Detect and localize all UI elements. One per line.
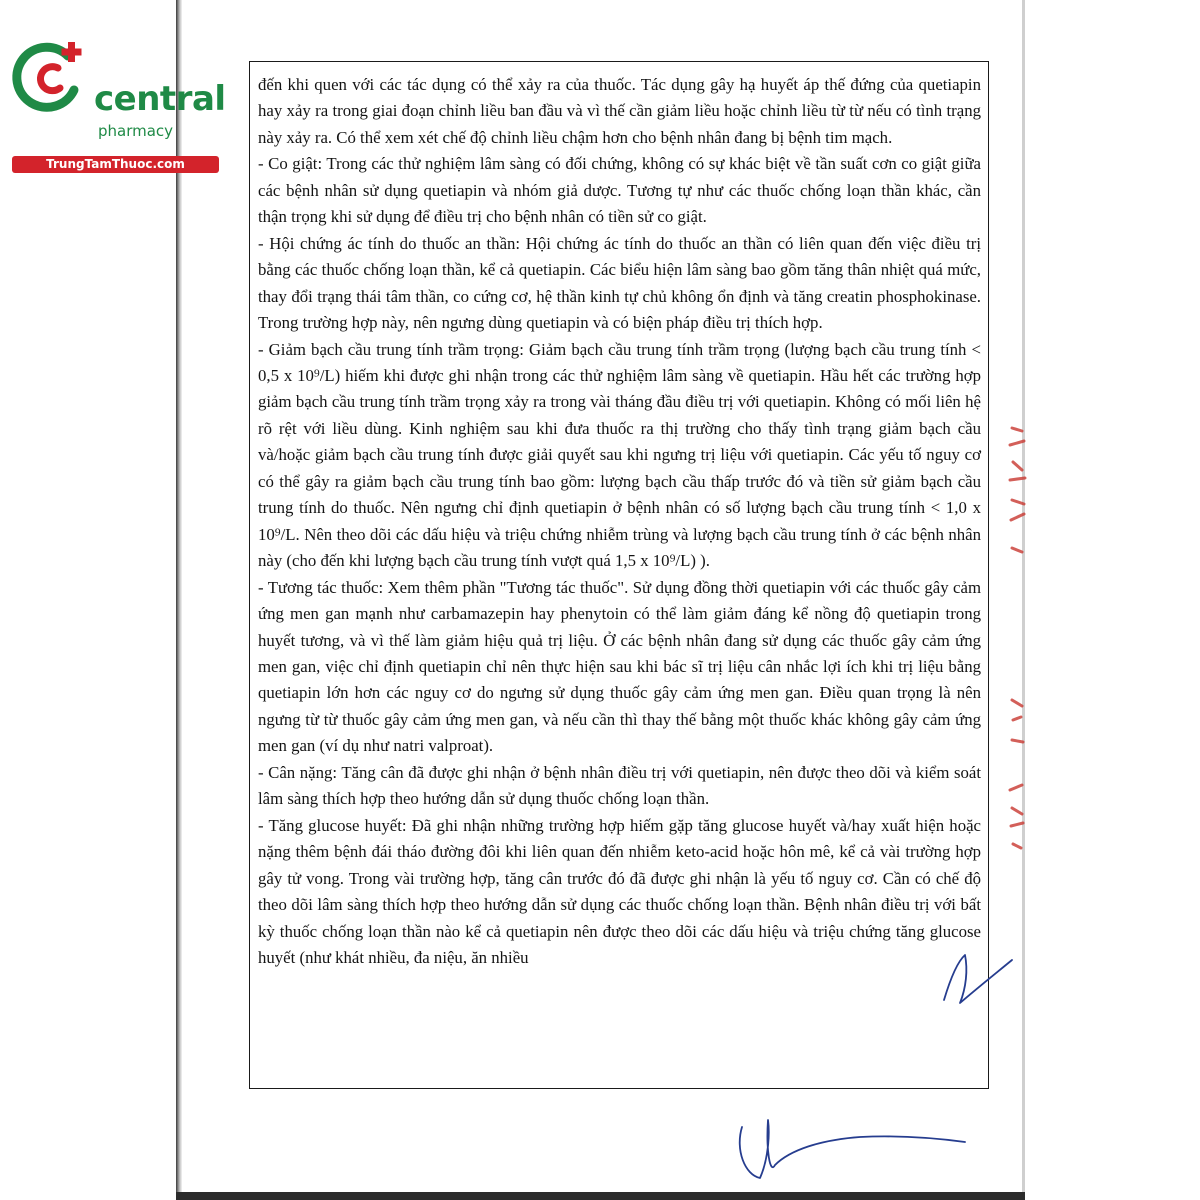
paragraph-drug-interactions: - Tương tác thuốc: Xem thêm phần "Tương tác thuốc". Sử dụng đồng thời quetiapin với các thuốc gây cảm ứng men gan mạnh như carbamazepin hay phenytoin có thể làm giảm đáng kể nồng độ quetiapin trong huyết tương, và vì thế làm giảm hiệu quả trị liệu. Ở các bệnh nhân đang sử dụng các thuốc gây cảm ứng men gan, việc chỉ định quetiapin chỉ nên thực hiện sau khi bác sĩ trị liệu cân nhắc lợi ích khi trị liệu bằng quetiapin lớn hơn các nguy cơ do ngưng sử dụng thuốc gây cảm ứng men gan. Điều quan trọng là nên ngưng từ từ thuốc gây cảm ứng men gan, và nếu cần thì thay thế bằng một thuốc khác không gây cảm ứng men gan (ví dụ như natri valproat).	[258, 577, 981, 756]
central-pharmacy-logo[interactable]	[10, 38, 226, 171]
paragraph-neuroleptic-malignant-syndrome: - Hội chứng ác tính do thuốc an thần: Hội chứng ác tính do thuốc an thần có liên quan đến việc điều trị bằng các thuốc chống loạn thần, kể cả quetiapin. Các biểu hiện lâm sàng bao gồm tăng thân nhiệt quá mức, thay đổi trạng thái tâm thần, co cứng cơ, hệ thần kinh tự chủ không ổn định và tăng creatin phosphokinase. Trong trường hợp này, nên ngưng dùng quetiapin và có biện pháp điều trị thích hợp.	[258, 233, 981, 333]
brand-name: central	[94, 79, 226, 119]
paragraph-neutropenia: - Giảm bạch cầu trung tính trầm trọng: Giảm bạch cầu trung tính trầm trọng (lượng bạch cầu trung tính < 0,5 x 10⁹/L) hiếm khi được ghi nhận trong các thử nghiệm lâm sàng về quetiapin. Hầu hết các trường hợp giảm bạch cầu trung tính trầm trọng xảy ra trong vài tháng đầu điều trị với quetiapin. Không có mối liên hệ rõ rệt với liều dùng. Kinh nghiệm sau khi đưa thuốc ra thị trường cho thấy tình trạng giảm bạch cầu và/hoặc giảm bạch cầu trung tính được giải quyết sau khi ngưng trị liệu với quetiapin. Các yếu tố nguy cơ có thể gây ra giảm bạch cầu trung tính bao gồm: lượng bạch cầu thấp trước đó và tiền sử giảm bạch cầu trung tính do thuốc. Nên ngưng chỉ định quetiapin ở bệnh nhân có số lượng bạch cầu trung tính < 1,0 x 10⁹/L. Nên theo dõi các dấu hiệu và triệu chứng nhiễm trùng và lượng bạch cầu trung tính ở các bệnh nhân này (cho đến khi lượng bạch cầu trung tính vượt quá 1,5 x 10⁹/L) ).	[258, 339, 981, 571]
paragraph-hypotension-continued: đến khi quen với các tác dụng có thể xảy ra của thuốc. Tác dụng gây hạ huyết áp thế đứng của quetiapin hay xảy ra trong giai đoạn chỉnh liều ban đầu và vì thế cần giảm liều hoặc chỉnh liều từ từ nếu có tình trạng này xảy ra. Có thể xem xét chế độ chỉnh liều chậm hơn cho bệnh nhân đang bị bệnh tim mạch.	[258, 75, 981, 147]
scan-bottom-edge	[176, 1192, 1025, 1200]
document-body	[258, 72, 981, 971]
paragraph-seizures: - Co giật: Trong các thử nghiệm lâm sàng có đối chứng, không có sự khác biệt về tần suất cơn co giật giữa các bệnh nhân sử dụng quetiapin và nhóm giả dược. Tương tự như các thuốc chống loạn thần khác, cần thận trọng khi sử dụng để điều trị cho bệnh nhân có tiền sử co giật.	[258, 154, 981, 227]
brand-subtitle: pharmacy	[98, 122, 174, 140]
brand-url-banner[interactable]: TrungTamThuoc.com	[12, 156, 219, 173]
pharmacy-cross-logo-icon	[10, 38, 90, 118]
paragraph-hyperglycemia: - Tăng glucose huyết: Đã ghi nhận những trường hợp hiếm gặp tăng glucose huyết và/hay xuất hiện hoặc nặng thêm bệnh đái tháo đường đôi khi liên quan đến nhiễm keto-acid hoặc hôn mê, kể cả vài trường hợp gây tử vong. Trong vài trường hợp, tăng cân trước đó đã được ghi nhận là yếu tố nguy cơ. Cần có chế độ theo dõi lâm sàng thích hợp theo hướng dẫn sử dụng các thuốc chống loạn thần. Bệnh nhân điều trị với bất kỳ thuốc chống loạn thần nào kể cả quetiapin nên được theo dõi các dấu hiệu và triệu chứng tăng glucose huyết (như khát nhiều, đa niệu, ăn nhiều	[258, 815, 981, 967]
scan-right-edge	[1022, 0, 1025, 1200]
paragraph-weight: - Cân nặng: Tăng cân đã được ghi nhận ở bệnh nhân điều trị với quetiapin, nên được theo dõi và kiểm soát lâm sàng thích hợp theo hướng dẫn sử dụng thuốc chống loạn thần.	[258, 762, 981, 809]
scan-left-edge	[176, 0, 182, 1200]
